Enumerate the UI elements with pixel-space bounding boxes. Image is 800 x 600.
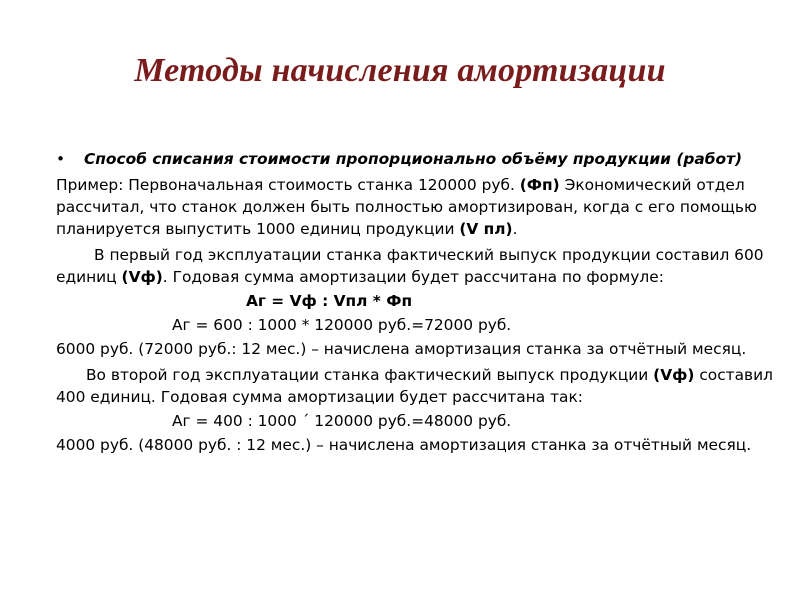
slide-title: Методы начисления амортизации — [134, 52, 666, 89]
example-text-3: . — [512, 220, 518, 238]
example-code-vpl: (V пл) — [459, 220, 513, 238]
formula-calc-1: Аг = 600 : 1000 * 120000 руб.=72000 руб. — [172, 316, 512, 334]
year1-paragraph — [56, 244, 796, 288]
year2-text-2: составил 400 единиц. Годовая сумма амортизации будет рассчитана так: — [56, 366, 773, 406]
formula-main: Аг = Vф : Vпл * Фп — [246, 292, 413, 310]
example-text-2: Экономический отдел рассчитал, что станок должен быть полностью амортизирован, когда с его помощью планируется выпустить 1000 единиц продукции — [56, 176, 757, 238]
year2-text-1: Во второй год эксплуатации станка фактический выпуск продукции — [86, 366, 654, 384]
monthly-paragraph-1: 6000 руб. (72000 руб.: 12 мес.) – начислена амортизация станка за отчётный месяц. — [56, 340, 747, 358]
bullet-heading: Способ списания стоимости пропорционально объёму продукции (работ) — [84, 150, 743, 168]
example-code-fp: (Фп) — [519, 176, 560, 194]
year1-text-2: . Годовая сумма амортизации будет рассчитана по формуле: — [162, 268, 664, 286]
slide-content — [56, 148, 796, 456]
monthly-paragraph-2: 4000 руб. (48000 руб. : 12 мес.) – начислена амортизация станка за отчётный месяц. — [56, 436, 752, 454]
example-paragraph — [56, 174, 796, 240]
year2-code-vf: (Vф) — [653, 366, 695, 384]
year2-paragraph — [56, 364, 796, 408]
example-text-1: Пример: Первоначальная стоимость станка 120000 руб. — [56, 176, 520, 194]
bullet-icon: • — [56, 150, 66, 168]
formula-calc-2: Аг = 400 : 1000 ´ 120000 руб.=48000 руб. — [172, 412, 512, 430]
bullet-item — [56, 148, 796, 170]
year1-text-1: В первый год эксплуатации станка фактический выпуск продукции составил 600 единиц — [56, 246, 764, 286]
year1-code-vf: (Vф) — [121, 268, 163, 286]
